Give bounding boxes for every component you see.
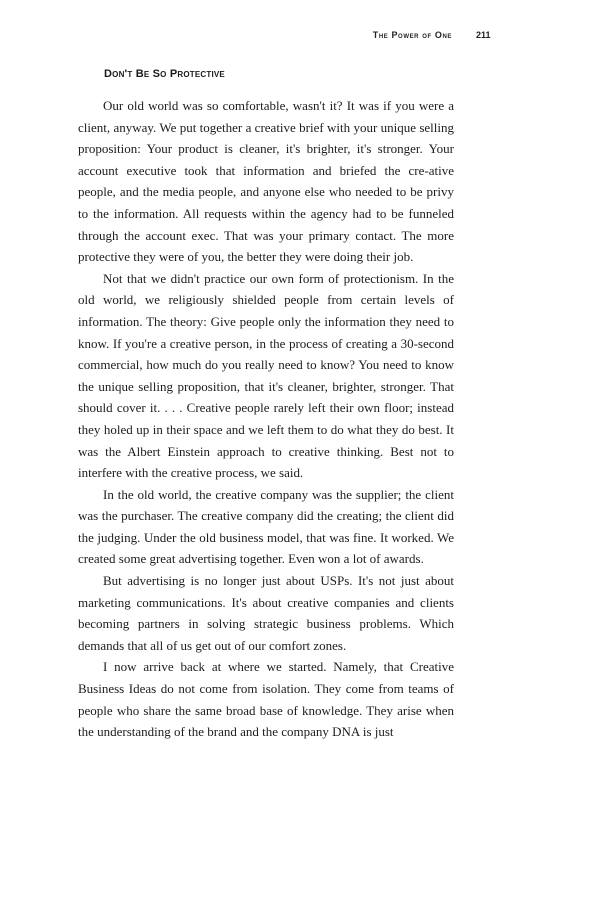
paragraph-5: I now arrive back at where we started. Namely, that Creative Business Ideas do not come from isolation. They come from teams of people who share the same broad base of knowledge. They arise when the understanding of the brand and the company DNA is just (78, 659, 454, 740)
paragraph-3: In the old world, the creative company was the supplier; the client was the purchaser. The creative company did the creating; the client did the judging. Under the old business model, that was fine. It worked. We created some great advertising together. Even won a lot of awards. (78, 486, 454, 567)
body-text (78, 95, 454, 743)
running-header (0, 30, 600, 44)
running-title: The Power of One (372, 30, 452, 40)
paragraph-1: Our old world was so comfortable, wasn't it? It was if you were a client, anyway. We put together a creative brief with your unique selling proposition: Your product is cleaner, it's brighter, it's stronger. Your account executive took that information and briefed the cre-ative people, and the media people, and anyone else who needed to be privy to the information. All requests within the agency had to be funneled through the account exec. That was your primary contact. The more protective they were of you, the better they were doing their job. (78, 98, 454, 265)
paragraph-4: But advertising is no longer just about USPs. It's not just about marketing communications. It's about creative companies and clients becoming partners in solving strategic business problems. Which demands that all of us get out of our comfort zones. (78, 573, 454, 653)
section-heading: Don't Be So Protective (104, 68, 225, 80)
paragraph-2: Not that we didn't practice our own form of protectionism. In the old world, we religiously shielded people from certain levels of information. The theory: Give people only the information they need to know. If you're a creative person, in the process of creating a 30-second commercial, how much do you really need to know? You need to know the unique selling proposition, that it's cleaner, brighter, stronger. That should cover it. . . . Creative people rarely left their own floor; instead they holed up in their space and we left them to do what they do best. It was the Albert Einstein approach to creative thinking. Best not to interfere with the creative process, we said. (78, 270, 454, 481)
page-number: 211 (476, 30, 491, 40)
